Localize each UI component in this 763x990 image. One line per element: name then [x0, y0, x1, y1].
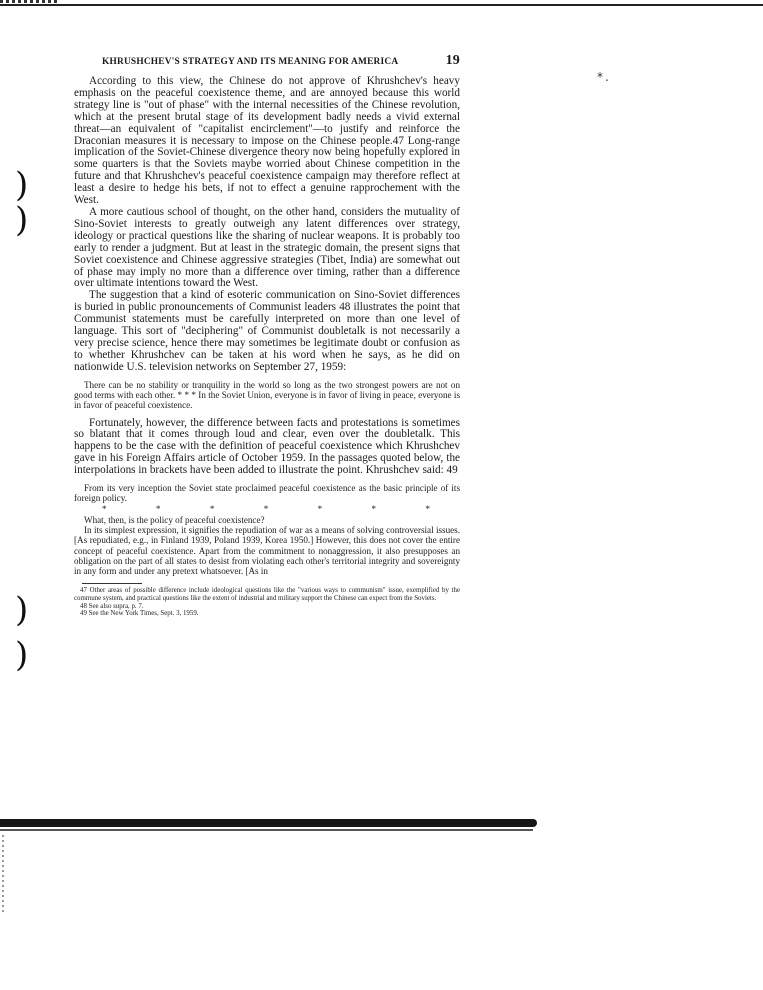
star-6: *: [371, 503, 377, 514]
star-7: *: [425, 503, 430, 514]
block-quote-1: [74, 380, 460, 411]
block-quote-1-text: There can be no stability or tranquility in the world so long as the two strongest powers are not on good terms with each other. * * * In the Soviet Union, everyone is in favor of living in peace, everyone is in favor of peaceful coexistence.: [74, 379, 460, 411]
scan-bottom-line: [0, 829, 533, 831]
star-3: *: [209, 503, 215, 514]
block-quote-2-answer: In its simplest expression, it signifies the repudiation of war as a means of solving controversial issues. [As repudiated, e.g., in Finland 1939, Poland 1939, Korea 1950.] However, this does not cover the entire concept of peaceful coexistence. Apart from the commitment to nonaggression, it also presupposes an obligation on the part of all states to desist from violating each other's territorial integrity and sovereignty in any form and under any pretext whatsoever. [As in: [74, 524, 460, 577]
paragraph-1: According to this view, the Chinese do not approve of Khrushchev's heavy emphasis on the peaceful coexistence theme, and are annoyed because this world strategy line is "out of phase" with the internal necessities of the Chinese revolution, which at the present brutal stage of its development badly needs a vivid external threat—an equivalent of "capitalist encirclement"—to justify and reinforce the Draconian measures it is necessary to impose on the Chinese people.47 Long-range implication of the Soviet-Chinese divergence theory now being hopefully explored in some quarters is that the Soviets maybe worried about Chinese competition in the future and that Khrushchev's peaceful coexistence campaign may therefore reflect at least a desire to hedge his bets, if not to effect a genuine rapprochement with the West.: [74, 75, 460, 207]
running-head-title: KHRUSHCHEV'S STRATEGY AND ITS MEANING FOR AMERICA: [102, 57, 399, 67]
block-quote-2: [74, 483, 460, 576]
paragraph-4: Fortunately, however, the difference between facts and protestations is sometimes so blatant that it comes through loud and clear, even over the doubletalk. This happens to be the case with the definition of peaceful coexistence which Khrushchev gave in his Foreign Affairs article of October 1959. In the passages quoted below, the interpolations in brackets have been added to illustrate the point. Khrushchev said: 49: [74, 416, 460, 477]
margin-mark-4: ): [15, 635, 29, 675]
block-quote-2-lead: From its very inception the Soviet state proclaimed peaceful coexistence as the basic principle of its foreign policy.: [74, 483, 460, 504]
scan-top-line: [0, 4, 763, 6]
star-5: *: [317, 503, 323, 514]
footnote-49: 49 See the New York Times, Sept. 3, 1959.: [80, 610, 199, 618]
footnote-47: 47 Other areas of possible difference include ideological questions like the "various ways to communism" issue, exemplified by the commune system, and practical questions like the extent of industrial and military support the Chinese can expect from the Soviets.: [74, 587, 460, 603]
page-number: 19: [445, 53, 460, 68]
paragraph-3: The suggestion that a kind of esoteric communication on Sino-Soviet differences is buried in public pronouncements of Communist leaders 48 illustrates the point that Communist statements must be carefully interpreted on more than one level of language. This sort of "deciphering" of Communist doubletalk is not necessarily a very precise science, hence there may sometimes be legitimate doubt or confusion as to whether Khrushchev can be taken at his word when he says, as he did on nationwide U.S. television networks on September 27, 1959:: [74, 289, 460, 373]
star-1: *: [102, 503, 107, 514]
ellipsis-stars: [74, 504, 460, 515]
footnote-rule: [82, 583, 142, 584]
star-2: *: [155, 503, 161, 514]
scan-bottom-bar: [0, 819, 537, 827]
margin-mark-1: ): [15, 165, 29, 205]
scan-top-border: [0, 0, 763, 9]
running-head: [74, 53, 460, 69]
margin-mark-3: ): [15, 590, 29, 630]
star-4: *: [263, 503, 269, 514]
corner-speck: *.: [597, 70, 611, 84]
scan-edge-ticks: [0, 0, 60, 3]
paragraph-2: A more cautious school of thought, on the other hand, considers the mutuality of Sino-Soviet interests to greatly outweigh any latent differences over strategy, ideology or practical questions like the sharing of nuclear weapons. It is probably too early to render a judgment. But at least in the strategic domain, the present signs that Soviet coexistence and Chinese aggressive strategies (Tibet, India) are somewhat out of phase may imply no more than a difference over timing, rather than a difference over ultimate intentions toward the West.: [74, 205, 460, 290]
footnotes: [74, 587, 460, 617]
footnote-48: 48 See also supra, p. 7.: [80, 602, 144, 610]
margin-mark-2: ): [15, 200, 29, 240]
scan-gutter-marks: [2, 835, 4, 915]
body-text: [74, 76, 460, 618]
block-quote-2-question: What, then, is the policy of peaceful coexistence?: [84, 514, 265, 525]
